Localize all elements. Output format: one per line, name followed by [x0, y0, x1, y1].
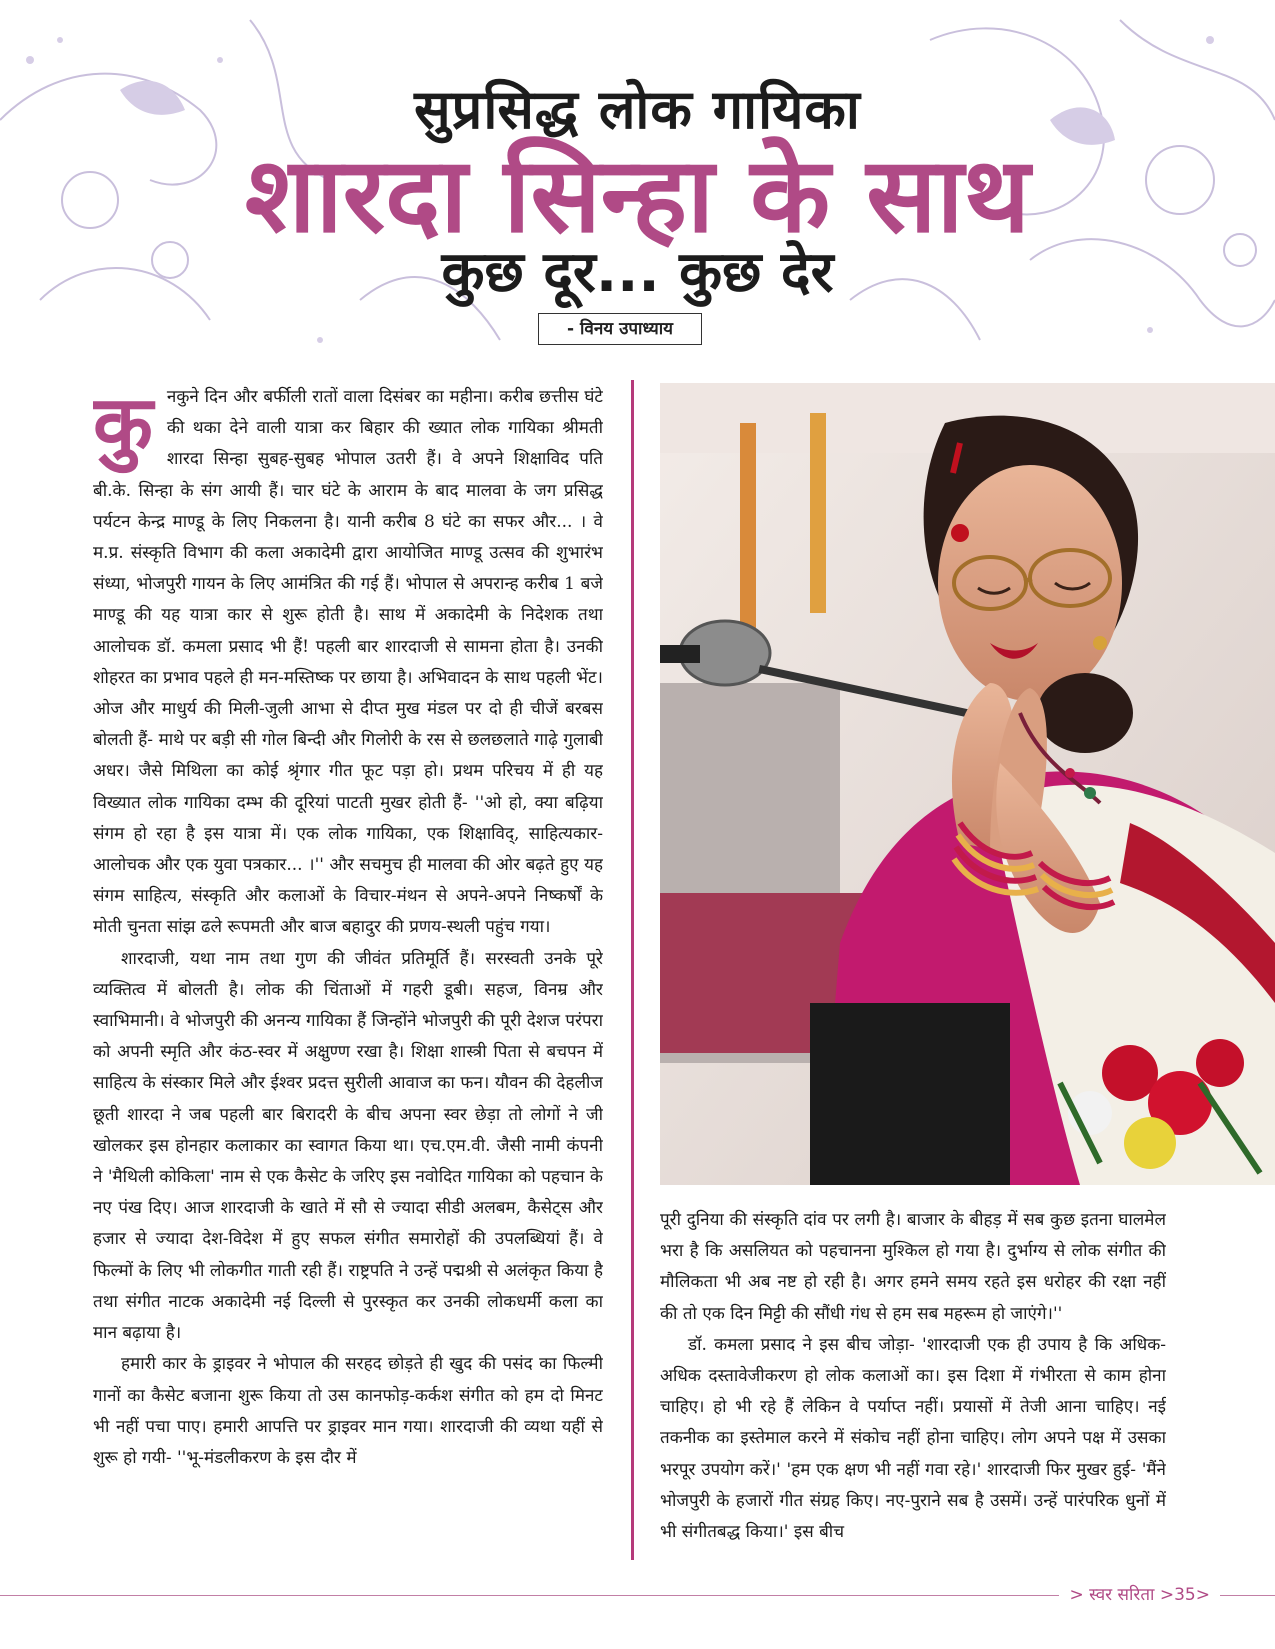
- column-divider: [631, 380, 634, 1560]
- paragraph: हमारी कार के ड्राइवर ने भोपाल की सरहद छोड़ते ही खुद की पसंद का फिल्मी गानों का कैसेट बजाना शुरू किया तो उस कानफोड़-कर्कश संगीत को हम दो मिनट भी नहीं पचा पाए। हमारी आपत्ति पर ड्राइवर मान गया। शारदाजी की व्यथा यहीं से शुरू हो गयी- ''भू-मंडलीकरण के इस दौर में: [93, 1354, 603, 1468]
- singer-photo-illustration: [660, 383, 1275, 1185]
- main-title: शारदा सिन्हा के साथ: [244, 134, 1031, 256]
- article-left-column: [93, 382, 603, 1572]
- article-right-column: [660, 1205, 1166, 1570]
- singer-photo: [660, 383, 1275, 1185]
- subtitle: कुछ दूर... कुछ देर: [441, 240, 834, 305]
- paragraph: पूरी दुनिया की संस्कृति दांव पर लगी है। बाजार के बीहड़ में सब कुछ इतना घालमेल भरा है कि असलियत को पहचानना मुश्किल हो गया है। दुर्भाग्य से लोक संगीत की मौलिकता भी अब नष्ट हो रही है। अगर हमने समय रहते इस धरोहर की रक्षा नहीं की तो एक दिन मिट्टी की सौंधी गंध से हम सब महरूम हो जाएंगे।'': [660, 1210, 1166, 1324]
- footer-suffix: >: [1195, 1585, 1210, 1605]
- paragraph: शारदाजी, यथा नाम तथा गुण की जीवंत प्रतिमूर्ति हैं। सरस्वती उनके पूरे व्यक्तित्व में बोलती है। लोक की चिंताओं में गहरी डूबी। सहज, विनम्र और स्वाभिमानी। वे भोजपुरी की अनन्य गायिका हैं जिन्होंने भोजपुरी की पूरी देशज परंपरा को अपनी स्मृति और कंठ-स्वर में अक्षुण्ण रखा है। शिक्षा शास्त्री पिता से बचपन में साहित्य के संस्कार मिले और ईश्वर प्रदत्त सुरीली आवाज का फन। यौवन की देहलीज छूती शारदा ने जब पहली बार बिरादरी के बीच अपना स्वर छेड़ा तो लोगों ने जी खोलकर इस होनहार कलाकार का स्वागत किया था। एच.एम.वी. जैसी नामी कंपनी ने 'मैथिली कोकिला' नाम से एक कैसेट के जरिए इस नवोदित गायिका को पहचान के नए पंख दिए। आज शारदाजी के खाते में सौ से ज्यादा सीडी अलबम, कैसेट्स और हजार से ज्यादा देश-विदेश में हुए सफल संगीत समारोहों की उपलब्धियां हैं। वे फिल्मों के लिए भी लोकगीत गाती रही हैं। राष्ट्रपति ने उन्हें पद्मश्री से अलंकृत किया है तथा संगीत नाटक अकादेमी नई दिल्ली से पुरस्कृत कर उनकी लोकधर्मी कला का मान बढ़ाया है।: [93, 948, 603, 1344]
- page-number: 35: [1174, 1585, 1196, 1605]
- dropcap: कु: [93, 382, 153, 470]
- page-footer: [1059, 1582, 1220, 1608]
- paragraph: नकुने दिन और बर्फीली रातों वाला दिसंबर का महीना। करीब छत्तीस घंटे की थका देने वाली यात्रा कर बिहार की ख्यात लोक गायिका श्रीमती शारदा सिन्हा सुबह-सुबह भोपाल उतरी हैं। वे अपने शिक्षाविद पति बी.के. सिन्हा के संग आयी हैं। चार घंटे के आराम के बाद मालवा के जग प्रसिद्ध पर्यटन केन्द्र माण्डू के लिए निकलना है। यानी करीब 8 घंटे का सफर और... । वे म.प्र. संस्कृति विभाग की कला अकादेमी द्वारा आयोजित माण्डू उत्सव की शुभारंभ संध्या, भोजपुरी गायन के लिए आमंत्रित की गई हैं। भोपाल से अपरान्ह करीब 1 बजे माण्डू की यह यात्रा कार से शुरू होती है। साथ में अकादेमी के निदेशक तथा आलोचक डॉ. कमला प्रसाद भी हैं! पहली बार शारदाजी से सामना होता है। उनकी शोहरत का प्रभाव पहले ही मन-मस्तिष्क पर छाया है। अभिवादन के साथ पहली भेंट। ओज और माधुर्य की मिली-जुली आभा से दीप्त मुख मंडल पर दो ही चीजें बरबस बोलती हैं- माथे पर बड़ी सी गोल बिन्दी और गिलोरी के रस से छलछलाते गाढ़े गुलाबी अधर। जैसे मिथिला का कोई श्रृंगार गीत फूट पड़ा हो। प्रथम परिचय में ही यह विख्यात लोक गायिका दम्भ की दूरियां पाटती मुखर होती हैं- ''ओ हो, क्या बढ़िया संगम हो रहा है इस यात्रा में। एक लोक गायिका, एक शिक्षाविद्, साहित्यकार-आलोचक और एक युवा पत्रकार... ।'' और सचमुच ही मालवा की ओर बढ़ते हुए यह संगम साहित्य, संस्कृति और कलाओं के विचार-मंथन से अपने-अपने निष्कर्षों के मोती चुनता सांझ ढले रूपमती और बाज बहादुर की प्रणय-स्थली पहुंच गया।: [93, 387, 603, 938]
- author-byline: - विनय उपाध्याय: [538, 313, 702, 345]
- paragraph: डॉ. कमला प्रसाद ने इस बीच जोड़ा- 'शारदाजी एक ही उपाय है कि अधिक-अधिक दस्तावेजीकरण हो लोक कलाओं का। इस दिशा में गंभीरता से काम होना चाहिए। हो भी रहे हैं लेकिन वे पर्याप्त नहीं। प्रयासों में तेजी आना चाहिए। नई तकनीक का इस्तेमाल करने में संकोच नहीं होना चाहिए। लोग अपने पक्ष में उसका भरपूर उपयोग करें।' 'हम एक क्षण भी नहीं गवा रहे।' शारदाजी फिर मुखर हुई- 'मैंने भोजपुरी के हजारों गीत संग्रह किए। नए-पुराने सब है उसमें। उन्हें पारंपरिक धुनों में भी संगीतबद्ध किया।' इस बीच: [660, 1334, 1166, 1543]
- magazine-name: > स्वर सरिता >: [1069, 1585, 1175, 1605]
- kicker-title: सुप्रसिद्ध लोक गायिका: [414, 78, 861, 141]
